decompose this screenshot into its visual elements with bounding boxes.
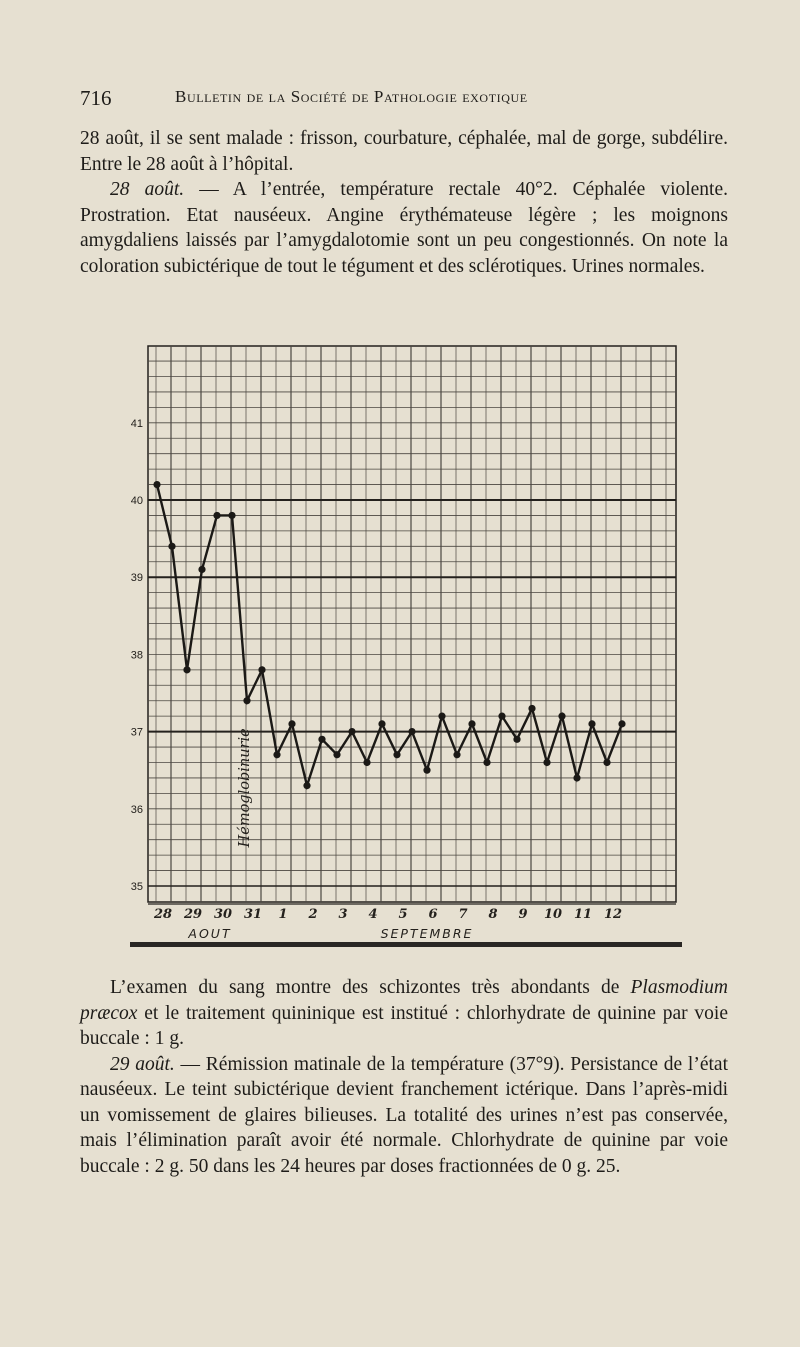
x-day-label: 4: [368, 907, 378, 922]
temperature-point: [513, 736, 520, 743]
temperature-point: [243, 697, 250, 704]
temperature-point: [348, 728, 355, 735]
temperature-point: [198, 566, 205, 573]
x-day-label: 30: [213, 907, 233, 922]
temperature-point: [183, 666, 190, 673]
temperature-point: [318, 736, 325, 743]
temperature-chart-svg: [125, 338, 690, 950]
y-tick-label: 40: [130, 495, 143, 507]
temperature-point: [603, 759, 610, 766]
temperature-point: [498, 713, 505, 720]
y-tick-label: 37: [130, 726, 143, 739]
month-label-aout: AOUT: [188, 926, 232, 941]
paragraph-text: et le traitement quininique est institué : chlorhydrate de quinine par voie buccale : 1 g.: [80, 1002, 728, 1049]
body-text-top: [80, 126, 728, 279]
paragraph-text: L’examen du sang montre des schizontes très abondants de: [110, 977, 631, 998]
chart-frame: [148, 346, 676, 902]
x-day-label: 12: [603, 907, 623, 922]
temperature-point: [438, 713, 445, 720]
temperature-point: [558, 713, 565, 720]
running-title: Bulletin de la Société de Pathologie exotique: [175, 87, 528, 106]
y-tick-label: 39: [130, 572, 143, 585]
month-label-septembre: SEPTEMBRE: [380, 926, 474, 941]
page-number: 716: [80, 86, 112, 110]
x-day-label: 8: [488, 907, 498, 922]
y-tick-label: 38: [130, 649, 143, 662]
species-name: Plasmodium præcox: [80, 977, 728, 1024]
temperature-point: [618, 720, 625, 727]
temperature-point: [543, 759, 550, 766]
x-day-label: 6: [428, 907, 438, 922]
x-day-label: 9: [518, 907, 528, 922]
x-day-label: 1: [278, 907, 288, 922]
temperature-point: [483, 759, 490, 766]
temperature-point: [153, 481, 160, 488]
temperature-point: [408, 728, 415, 735]
paragraph-text: — A l’entrée, température rectale 40°2. Céphalée violente. Prostration. Etat nauséeux. Angine érythémateuse légère ; les moignons amygdaliens laissés par l’amygdalotomie sont un peu congestionnés. On note la coloration subictérique de tout le tégument et des sclérotiques. Urines normales.: [80, 179, 729, 277]
paragraph: [80, 1052, 728, 1180]
x-day-label: 28: [153, 907, 173, 922]
page-header: [80, 86, 730, 114]
x-day-label: 5: [398, 907, 408, 922]
temperature-point: [468, 720, 475, 727]
temperature-point: [213, 512, 220, 519]
paragraph: [80, 177, 728, 279]
body-text-bottom: [80, 975, 728, 1179]
x-day-label: 7: [458, 907, 468, 922]
temperature-point: [423, 767, 430, 774]
temperature-point: [453, 751, 460, 758]
temperature-point: [588, 720, 595, 727]
temperature-point: [258, 666, 265, 673]
temperature-point: [573, 774, 580, 781]
temperature-point: [393, 751, 400, 758]
temperature-point: [273, 751, 280, 758]
paragraph-text: — Rémission matinale de la température (37°9). Persistance de l’état nauséeux. Le teint subictérique devient franchement ictérique. Dans l’après-midi un vomissement de glaires bilieuses. La totalité des urines n’est pas conservée, mais l’élimination paraît avoir été normale. Chlorhydrate de quinine par voie buccale : 2 g. 50 dans les 24 heures par doses fractionnées de 0 g. 25.: [80, 1053, 728, 1177]
annotation-hemoglobinurie: Hémoglobinurie: [237, 728, 254, 848]
x-day-label: 11: [573, 907, 593, 922]
x-day-label: 29: [183, 907, 203, 922]
x-day-label: 2: [308, 907, 318, 922]
date-label: 29 août.: [110, 1053, 175, 1075]
temperature-point: [228, 512, 235, 519]
x-day-label: 31: [243, 907, 263, 922]
base-bar: [130, 942, 682, 947]
paragraph: [80, 975, 728, 1052]
temperature-point: [378, 720, 385, 727]
temperature-series-line: [157, 485, 622, 786]
temperature-chart: [125, 338, 690, 950]
y-tick-label: 41: [130, 417, 143, 430]
temperature-point: [168, 543, 175, 550]
y-tick-label: 35: [130, 881, 143, 893]
date-label: 28 août.: [110, 179, 185, 200]
temperature-point: [528, 705, 535, 712]
temperature-point: [303, 782, 310, 789]
x-day-label: 10: [543, 907, 563, 922]
x-day-label: 3: [338, 907, 348, 922]
y-tick-label: 36: [130, 803, 143, 816]
paragraph: 28 août, il se sent malade : frisson, courbature, céphalée, mal de gorge, subdélire. Entre le 28 août à l’hôpital.: [80, 128, 728, 175]
temperature-point: [363, 759, 370, 766]
temperature-point: [333, 751, 340, 758]
chart-grid: [148, 346, 676, 902]
temperature-point: [288, 720, 295, 727]
